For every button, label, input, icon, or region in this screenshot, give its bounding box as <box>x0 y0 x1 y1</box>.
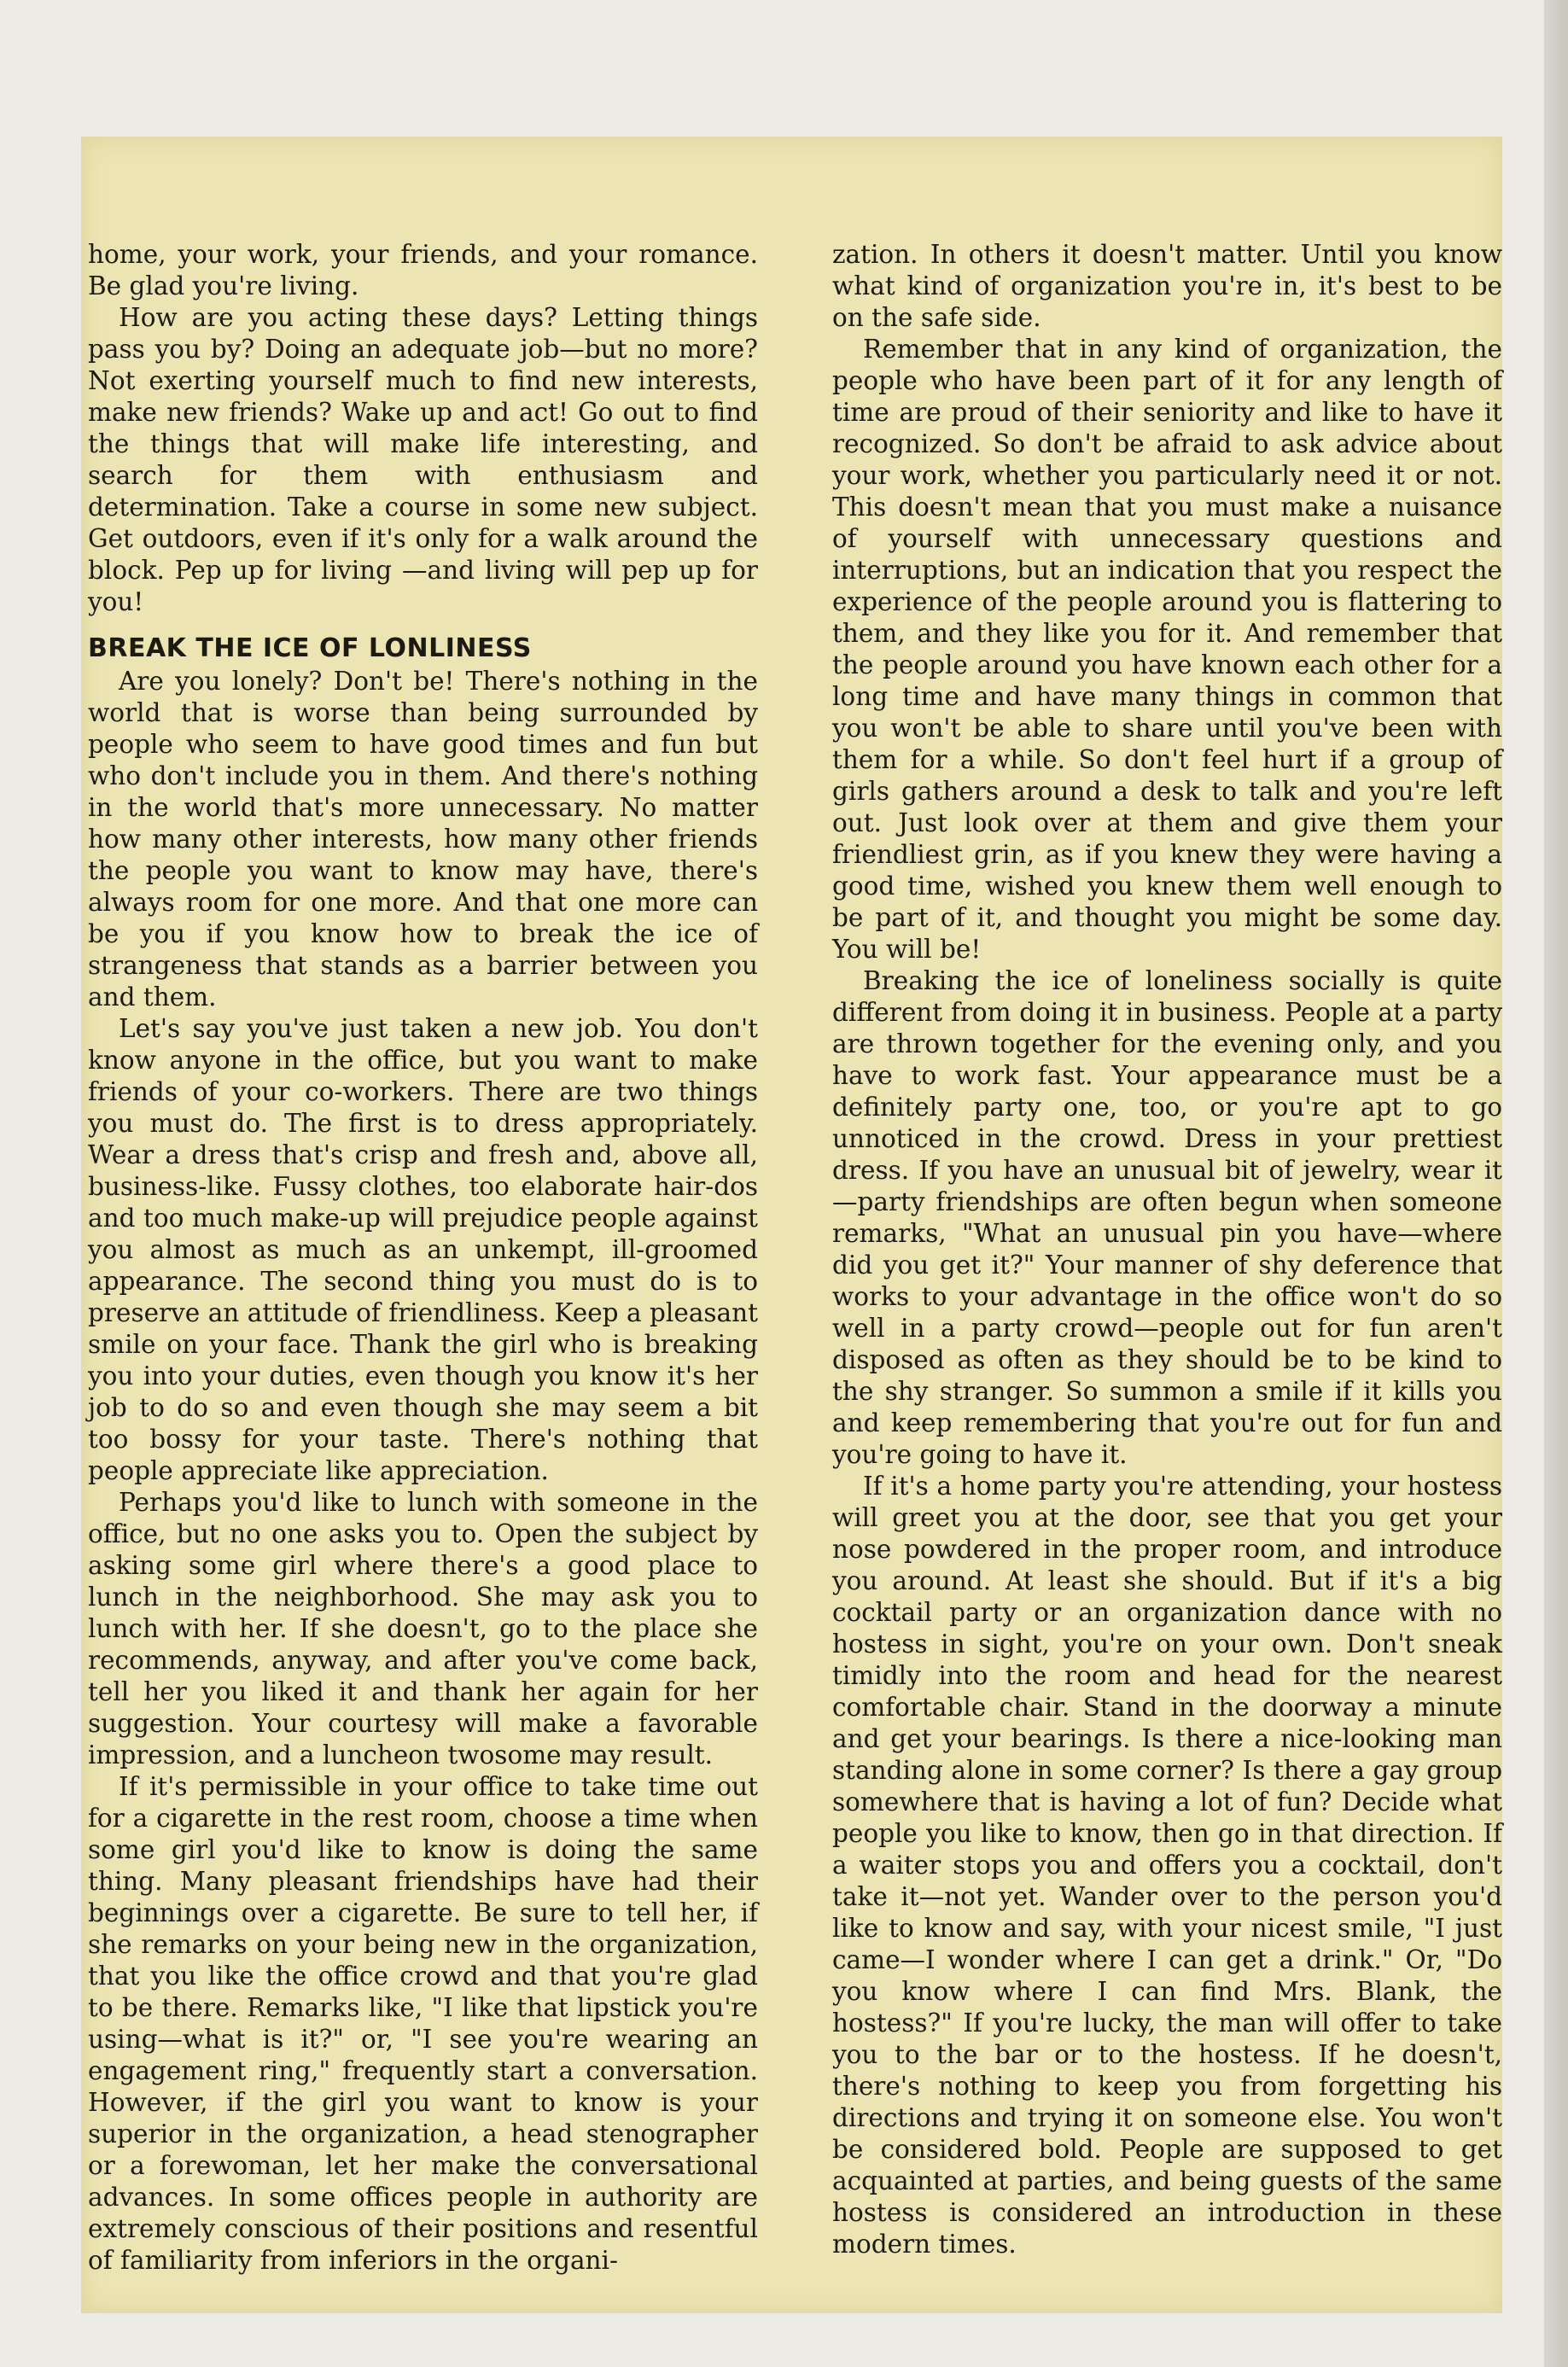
column-gutter <box>781 239 824 2202</box>
paragraph: home, your work, your friends, and your romance. Be glad you're living. <box>88 240 758 300</box>
paragraph: How are you acting these days? Letting things pass you by? Doing an adequate job—but no more? Not exerting yourself much to find new interests, make new friends? Wake up and act! Go out to find the things that will make life interesting, and search for them with enthusiasm and determination. Take a course in some new subject. Get outdoors, even if it's only for a walk around the block. Pep up for living —and living will pep up for you! <box>88 303 758 616</box>
paragraph: If it's permissible in your office to take time out for a cigarette in the rest room, choose a time when some girl you'd like to know is doing the same thing. Many pleasant friendships have had their beginnings over a cigarette. Be sure to tell her, if she remarks on your being new in the organization, that you like the office crowd and that you're glad to be there. Remarks like, "I like that lipstick you're using—what is it?" or, "I see you're wearing an engagement ring," frequently start a conversation. However, if the girl you want to know is your superior in the organization, a head stenographer or a forewoman, let her make the conversational advances. In some offices people in authority are extremely conscious of their positions and resentful of familiarity from inferiors in the organi- <box>88 1772 758 2275</box>
article-panel <box>81 137 1502 2313</box>
paragraph: If it's a home party you're attending, your hostess will greet you at the door, see that you get your nose powdered in the proper room, and introduce you around. At least she should. But if it's a big cocktail party or an organization dance with no hostess in sight, you're on your own. Don't sneak timidly into the room and head for the nearest comfortable chair. Stand in the doorway a minute and get your bearings. Is there a nice-looking man standing alone in some corner? Is there a gay group somewhere that is having a lot of fun? Decide what people you like to know, then go in that direction. If a waiter stops you and offers you a cocktail, don't take it—not yet. Wander over to the person you'd like to know and say, with your nicest smile, "I just came—I wonder where I can get a drink." Or, "Do you know where I can find Mrs. Blank, the hostess?" If you're lucky, the man will offer to take you to the bar or to the hostess. If he doesn't, there's nothing to keep you from forgetting his directions and trying it on someone else. You won't be considered bold. People are supposed to get acquainted at parties, and being guests of the same hostess is considered an introduction in these modern times. <box>832 1472 1502 2259</box>
paragraph: Breaking the ice of loneliness socially is quite different from doing it in business. People at a party are thrown together for the evening only, and you have to work fast. Your appearance must be a definitely party one, too, or you're apt to go unnoticed in the crowd. Dress in your prettiest dress. If you have an unusual bit of jewelry, wear it—party friendships are often begun when someone remarks, "What an unusual pin you have—where did you get it?" Your manner of shy deference that works to your advantage in the office won't do so well in a party crowd—people out for fun aren't disposed as often as they should be to be kind to the shy stranger. So summon a smile if it kills you and keep remembering that you're out for fun and you're going to have it. <box>832 966 1502 1469</box>
right-column <box>832 239 1502 2260</box>
paragraph: Remember that in any kind of organization, the people who have been part of it for any length of time are proud of their seniority and like to have it recognized. So don't be afraid to ask advice about your work, whether you particularly need it or not. This doesn't mean that you must make a nuisance of yourself with unnecessary questions and interruptions, but an indication that you respect the experience of the people around you is flattering to them, and they like you for it. And remember that the people around you have known each other for a long time and have many things in common that you won't be able to share until you've been with them for a while. So don't feel hurt if a group of girls gathers around a desk to talk and you're left out. Just look over at them and give them your friendliest grin, as if you knew they were having a good time, wished you knew them well enough to be part of it, and thought you might be some day. You will be! <box>832 335 1502 964</box>
paragraph: zation. In others it doesn't matter. Until you know what kind of organization you're in, it's best to be on the safe side. <box>832 240 1502 332</box>
left-column <box>88 239 758 2277</box>
paragraph: Are you lonely? Don't be! There's nothing in the world that is worse than being surrounded by people who seem to have good times and fun but who don't include you in them. And there's nothing in the world that's more unnecessary. No matter how many other interests, how many other friends the people you want to know may have, there's always room for one more. And that one more can be you if you know how to break the ice of strangeness that stands as a barrier between you and them. <box>88 667 758 1012</box>
paragraph: Let's say you've just taken a new job. You don't know anyone in the office, but you want to make friends of your co-workers. There are two things you must do. The first is to dress appropriately. Wear a dress that's crisp and fresh and, above all, business-like. Fussy clothes, too elaborate hair-dos and too much make-up will prejudice people against you almost as much as an unkempt, ill-groomed appearance. The second thing you must do is to preserve an attitude of friendliness. Keep a pleasant smile on your face. Thank the girl who is breaking you into your duties, even though you know it's her job to do so and even though she may seem a bit too bossy for your taste. There's nothing that people appreciate like appreciation. <box>88 1014 758 1485</box>
paragraph: Perhaps you'd like to lunch with someone in the office, but no one asks you to. Open the subject by asking some girl where there's a good place to lunch in the neighborhood. She may ask you to lunch with her. If she doesn't, go to the place she recommends, anyway, and after you've come back, tell her you liked it and thank her again for her suggestion. Your courtesy will make a favorable impression, and a luncheon twosome may result. <box>88 1488 758 1769</box>
section-heading: BREAK THE ICE OF LONLINESS <box>88 633 532 663</box>
page-edge <box>1544 0 1568 2367</box>
